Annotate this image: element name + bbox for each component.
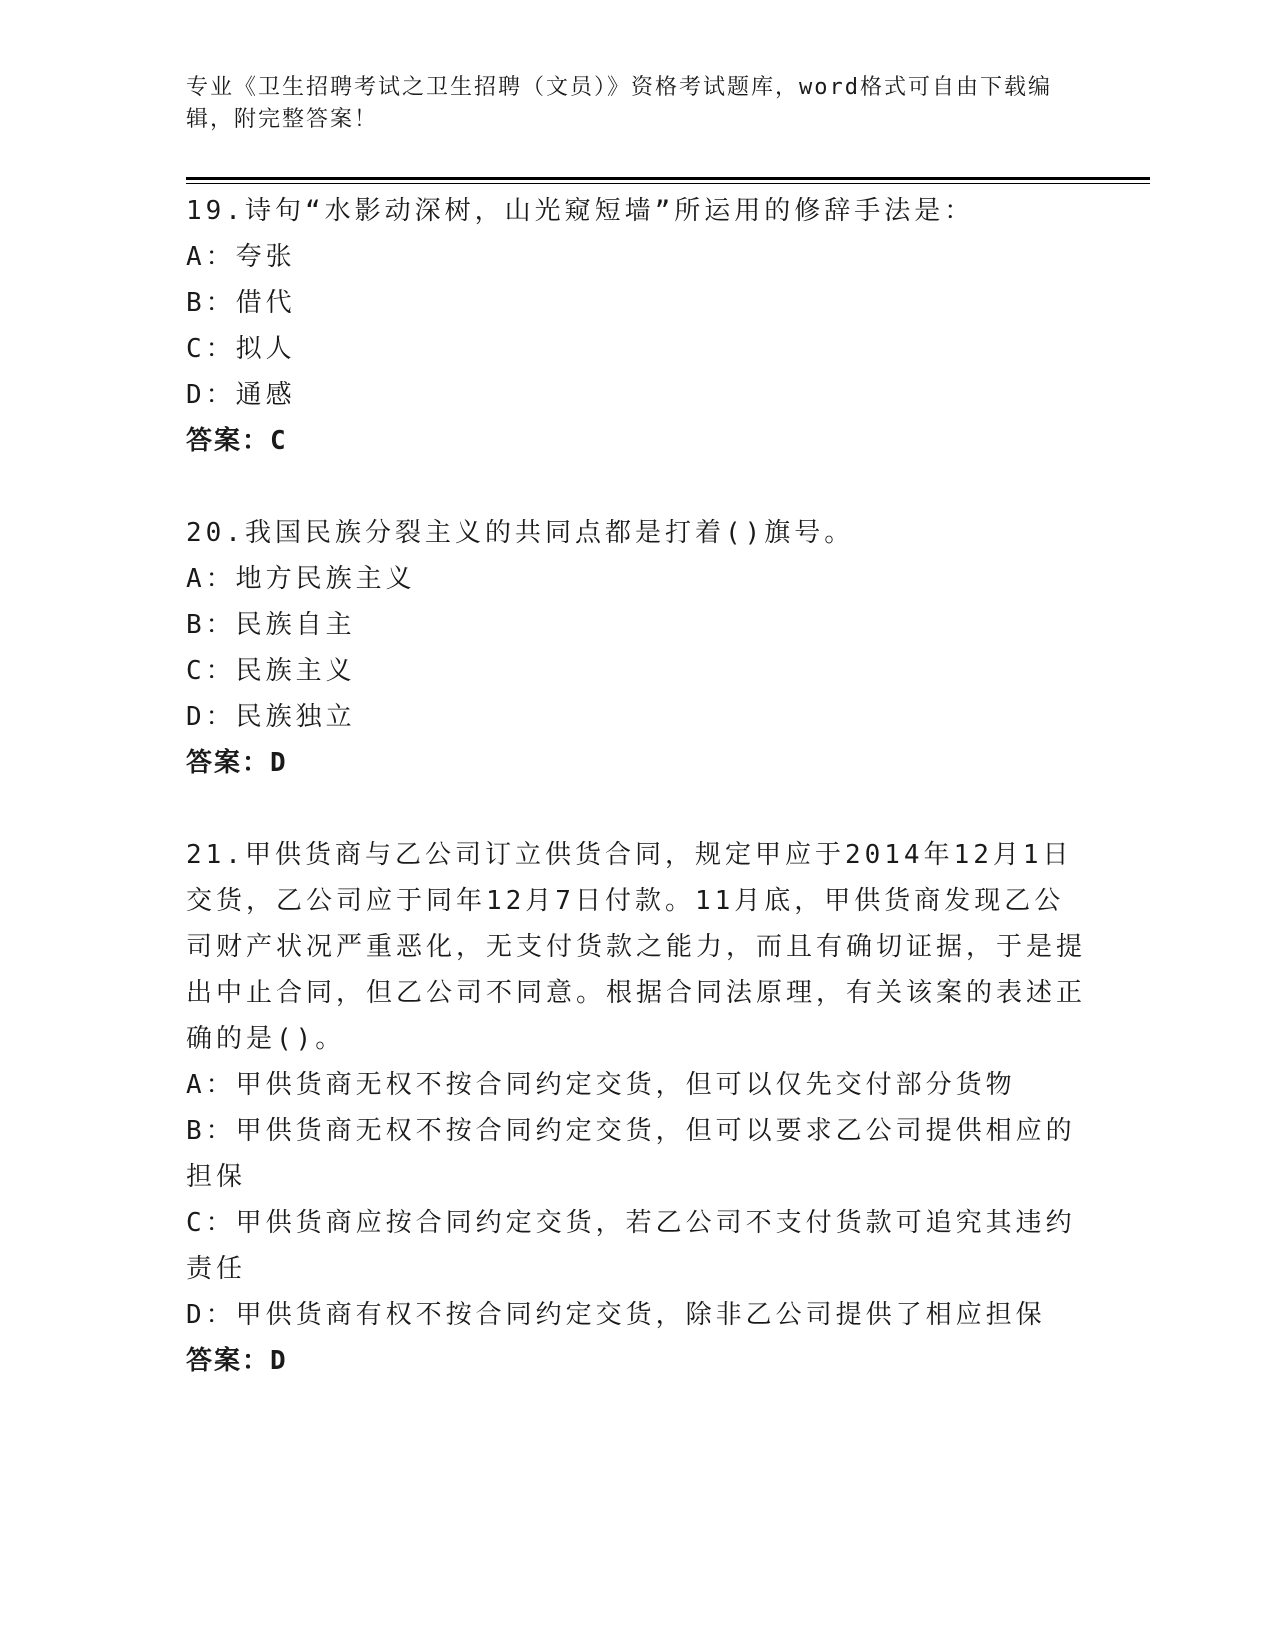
option-a: A：甲供货商无权不按合同约定交货，但可以仅先交付部分货物: [186, 1070, 1016, 1100]
answer-line: 答案：D: [186, 748, 288, 778]
question-20: [186, 510, 1086, 786]
question-19: [186, 188, 1086, 464]
question-list: [186, 188, 1086, 1384]
option-b: B：民族自主: [186, 610, 356, 640]
option-c: C：拟人: [186, 334, 296, 364]
option-a: A：夸张: [186, 242, 296, 272]
document-intro: 专业《卫生招聘考试之卫生招聘（文员）》资格考试题库，word格式可自由下载编辑，附完整答案！: [186, 75, 1052, 132]
question-stem: 21.甲供货商与乙公司订立供货合同，规定甲应于2014年12月1日交货，乙公司应于同年12月7日付款。11月底，甲供货商发现乙公司财产状况严重恶化，无支付货款之能力，而且有确切证据，于是提出中止合同，但乙公司不同意。根据合同法原理，有关该案的表述正确的是()。: [186, 840, 1087, 1054]
question-stem: 20.我国民族分裂主义的共同点都是打着()旗号。: [186, 518, 855, 548]
header-divider-thin: [186, 183, 1150, 184]
header-divider-thick: [186, 177, 1150, 180]
question-21: [186, 832, 1086, 1384]
answer-line: 答案：D: [186, 1346, 288, 1376]
option-b: B：甲供货商无权不按合同约定交货，但可以要求乙公司提供相应的担保: [186, 1116, 1076, 1192]
option-c: C：民族主义: [186, 656, 356, 686]
option-c: C：甲供货商应按合同约定交货，若乙公司不支付货款可追究其违约责任: [186, 1208, 1076, 1284]
option-d: D：民族独立: [186, 702, 356, 732]
option-b: B：借代: [186, 288, 296, 318]
option-d: D：通感: [186, 380, 296, 410]
option-d: D：甲供货商有权不按合同约定交货，除非乙公司提供了相应担保: [186, 1300, 1046, 1330]
answer-line: 答案：C: [186, 426, 288, 456]
question-stem: 19.诗句“水影动深树，山光窥短墙”所运用的修辞手法是：: [186, 196, 975, 226]
option-a: A：地方民族主义: [186, 564, 416, 594]
